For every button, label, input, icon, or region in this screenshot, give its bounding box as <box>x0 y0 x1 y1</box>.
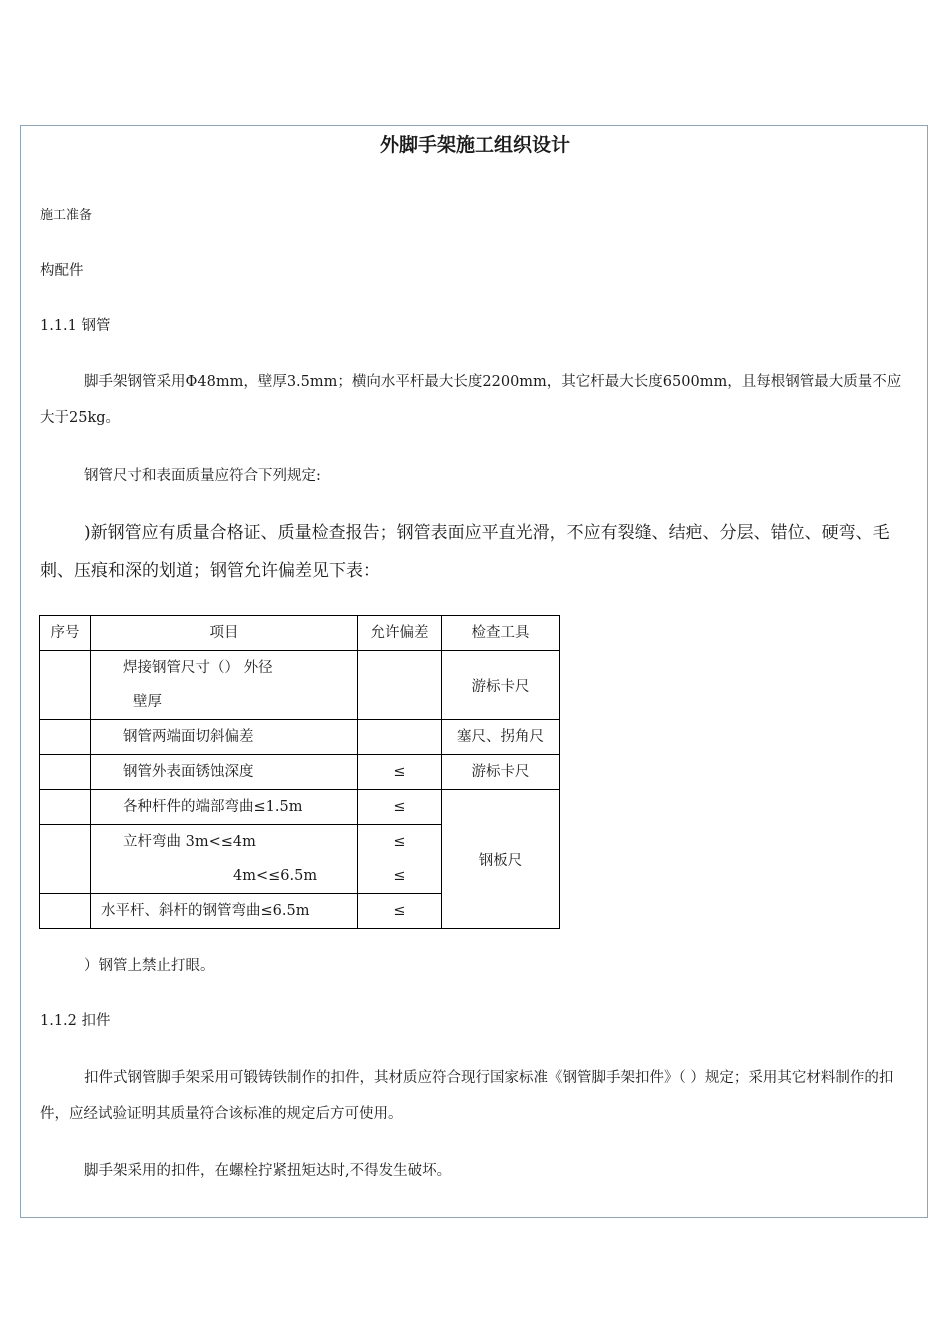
header-cell: 序号 <box>40 616 91 651</box>
table-cell <box>91 825 358 894</box>
row2-tool: 塞尺、拐角尺 <box>442 720 560 755</box>
row1-item-a: 焊接钢管尺寸（） 外径 <box>123 660 273 676</box>
steel-pipe-paragraph-2: 钢管尺寸和表面质量应符合下列规定: <box>84 468 321 484</box>
steel-pipe-heading: 1.1.1 钢管 <box>40 318 111 334</box>
steel-pipe-paragraph-3: )新钢管应有质量合格证、质量检查报告；钢管表面应平直光滑，不应有裂缝、结疤、分层、错位、硬弯、毛刺、压痕和深的划道；钢管允许偏差见下表： <box>40 523 890 581</box>
fastener-paragraph-1: 扣件式钢管脚手架采用可锻铸铁制作的扣件，其材质应符合现行国家标准《钢管脚手架扣件》（ ）规定；采用其它材料制作的扣件，应经试验证明其质量符合该标准的规定后方可使用。 <box>40 1070 894 1122</box>
fastener-heading: 1.1.2 扣件 <box>40 1013 111 1029</box>
table-row <box>40 755 560 790</box>
row4-tool: 钢板尺 <box>442 790 560 929</box>
steel-pipe-paragraph-1: 脚手架钢管采用Φ48mm，壁厚3.5mm；横向水平杆最大长度2200mm，其它杆最大长度6500mm，且每根钢管最大质量不应大于25kg。 <box>40 374 902 426</box>
tolerance-table <box>39 615 560 929</box>
table-cell <box>358 825 442 894</box>
table-cell <box>40 790 91 825</box>
section-parts: 构配件 <box>40 263 84 279</box>
row3-tool: 游标卡尺 <box>442 755 560 790</box>
header-cell: 检查工具 <box>442 616 560 651</box>
table-cell <box>40 720 91 755</box>
section-prep: 施工准备 <box>40 208 93 223</box>
table-row <box>40 651 560 720</box>
steel-pipe-paragraph-4: ）钢管上禁止打眼。 <box>84 958 215 974</box>
table-cell <box>91 651 358 720</box>
table-cell <box>40 651 91 720</box>
row1-item-b: 壁厚 <box>133 694 162 710</box>
row5-item-a: 立杆弯曲 3m<≤4m <box>123 834 256 850</box>
row5-tolerance-b: ≤ <box>393 868 406 884</box>
table-cell <box>40 894 91 929</box>
header-cell: 项目 <box>91 616 358 651</box>
table-row <box>40 790 560 825</box>
header-cell: 允许偏差 <box>358 616 442 651</box>
row6-tolerance: ≤ <box>358 894 442 929</box>
table-cell <box>358 720 442 755</box>
fastener-paragraph-2: 脚手架采用的扣件，在螺栓拧紧扭矩达时,不得发生破坏。 <box>84 1163 452 1179</box>
row3-item: 钢管外表面锈蚀深度 <box>91 755 358 790</box>
row2-item: 钢管两端面切斜偏差 <box>91 720 358 755</box>
row3-tolerance: ≤ <box>358 755 442 790</box>
row5-item-b: 4m<≤6.5m <box>233 868 318 884</box>
table-cell <box>358 651 442 720</box>
row6-item: 水平杆、斜杆的钢管弯曲≤6.5m <box>91 894 358 929</box>
table-cell <box>40 755 91 790</box>
document-title: 外脚手架施工组织设计 <box>379 134 570 156</box>
row1-tool: 游标卡尺 <box>442 651 560 720</box>
row4-tolerance: ≤ <box>358 790 442 825</box>
table-cell <box>40 825 91 894</box>
table-row <box>40 720 560 755</box>
row4-item: 各种杆件的端部弯曲≤1.5m <box>91 790 358 825</box>
row5-tolerance-a: ≤ <box>393 834 406 850</box>
table-header-row <box>40 616 560 651</box>
